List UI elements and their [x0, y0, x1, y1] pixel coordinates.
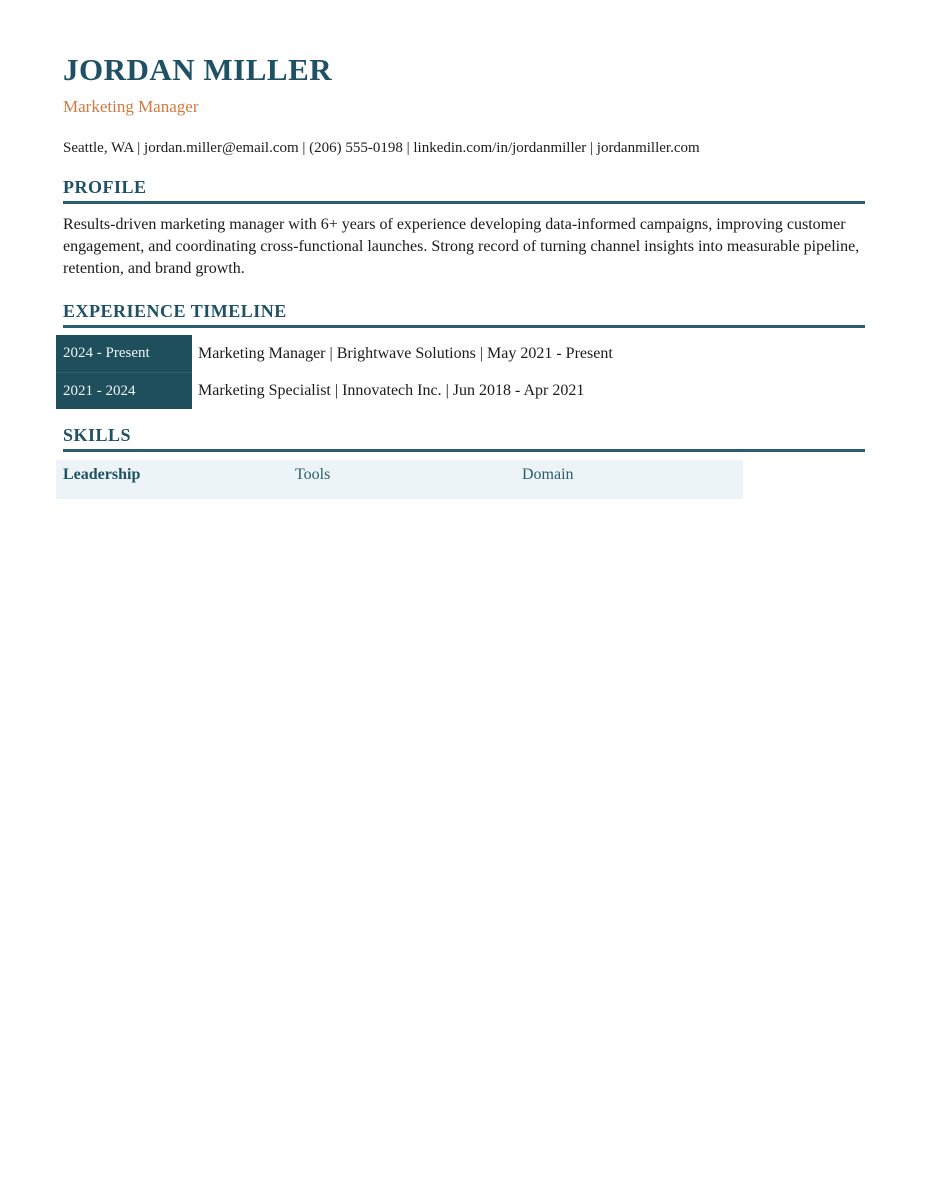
skill-category-domain: Domain — [522, 466, 574, 483]
timeline-detail: Marketing Specialist | Innovatech Inc. | Jun 2018 - Apr 2021 — [198, 381, 585, 399]
name-heading: JORDAN MILLER — [63, 52, 333, 87]
section-experience — [63, 301, 865, 409]
experience-heading: EXPERIENCE TIMELINE — [63, 301, 865, 328]
experience-timeline — [56, 335, 865, 409]
skill-category-leadership: Leadership — [63, 466, 141, 483]
skill-category-tools: Tools — [295, 466, 331, 483]
timeline-row — [56, 372, 865, 409]
section-skills — [63, 425, 865, 499]
profile-body: Results-driven marketing manager with 6+ years of experience developing data-informed campaigns, improving customer engagement, and coordinating cross-functional launches. Strong record of turning channel insights into measurable pipeline, retention, and brand growth. — [63, 216, 860, 277]
section-profile — [63, 177, 865, 280]
skills-heading: SKILLS — [63, 425, 865, 452]
job-title: Marketing Manager — [63, 97, 199, 116]
profile-heading: PROFILE — [63, 177, 865, 204]
skills-box — [56, 460, 743, 499]
timeline-row — [56, 335, 865, 372]
resume-content — [0, 0, 927, 499]
timeline-detail: Marketing Manager | Brightwave Solutions | May 2021 - Present — [198, 344, 613, 362]
timeline-period: 2024 - Present — [56, 335, 192, 372]
contact-line: Seattle, WA | jordan.miller@email.com | (206) 555-0198 | linkedin.com/in/jordanmiller | jordanmiller.com — [63, 140, 700, 156]
timeline-period: 2021 - 2024 — [56, 372, 192, 409]
